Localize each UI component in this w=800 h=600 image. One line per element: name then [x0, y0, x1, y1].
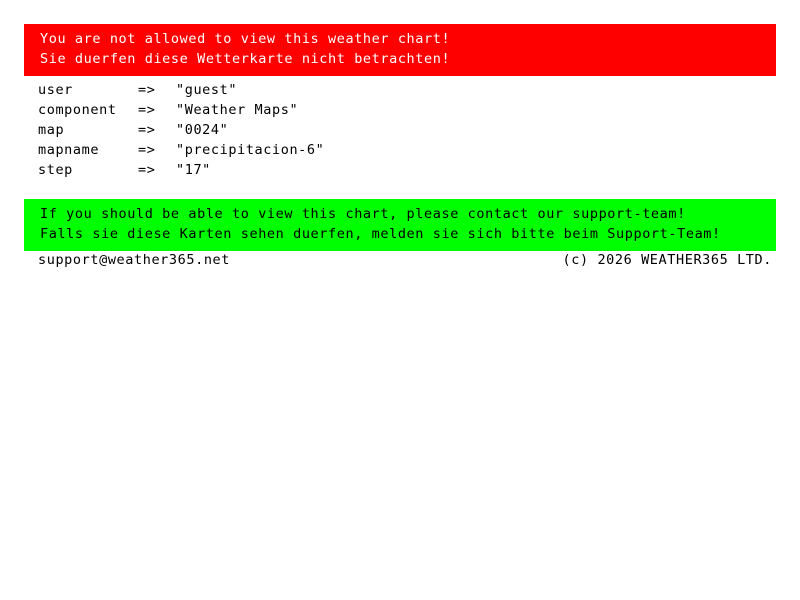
support-banner — [24, 199, 776, 251]
detail-row-step — [38, 160, 638, 180]
detail-arrow: => — [138, 82, 156, 98]
support-message-de: Falls sie diese Karten sehen duerfen, melden sie sich bitte beim Support-Team! — [40, 226, 721, 242]
error-message-en: You are not allowed to view this weather chart! — [40, 31, 451, 47]
detail-key: mapname — [38, 142, 100, 158]
detail-key: component — [38, 102, 117, 118]
detail-arrow: => — [138, 102, 156, 118]
detail-value: "guest" — [176, 82, 238, 98]
error-banner — [24, 24, 776, 76]
support-email-link[interactable]: support@weather365.net — [38, 252, 231, 268]
footer — [38, 250, 772, 270]
detail-value: "precipitacion-6" — [176, 142, 325, 158]
detail-row-user — [38, 80, 638, 100]
detail-value: "0024" — [176, 122, 229, 138]
request-details-list — [38, 80, 638, 180]
detail-arrow: => — [138, 162, 156, 178]
error-message-de: Sie duerfen diese Wetterkarte nicht betrachten! — [40, 51, 451, 67]
detail-key: step — [38, 162, 73, 178]
detail-row-map — [38, 120, 638, 140]
support-message-en: If you should be able to view this chart, please contact our support-team! — [40, 206, 686, 222]
detail-row-mapname — [38, 140, 638, 160]
detail-key: map — [38, 122, 65, 138]
copyright-notice: (c) 2026 WEATHER365 LTD. — [562, 252, 772, 268]
detail-arrow: => — [138, 142, 156, 158]
detail-arrow: => — [138, 122, 156, 138]
detail-row-component — [38, 100, 638, 120]
detail-value: "17" — [176, 162, 211, 178]
detail-value: "Weather Maps" — [176, 102, 299, 118]
detail-key: user — [38, 82, 73, 98]
